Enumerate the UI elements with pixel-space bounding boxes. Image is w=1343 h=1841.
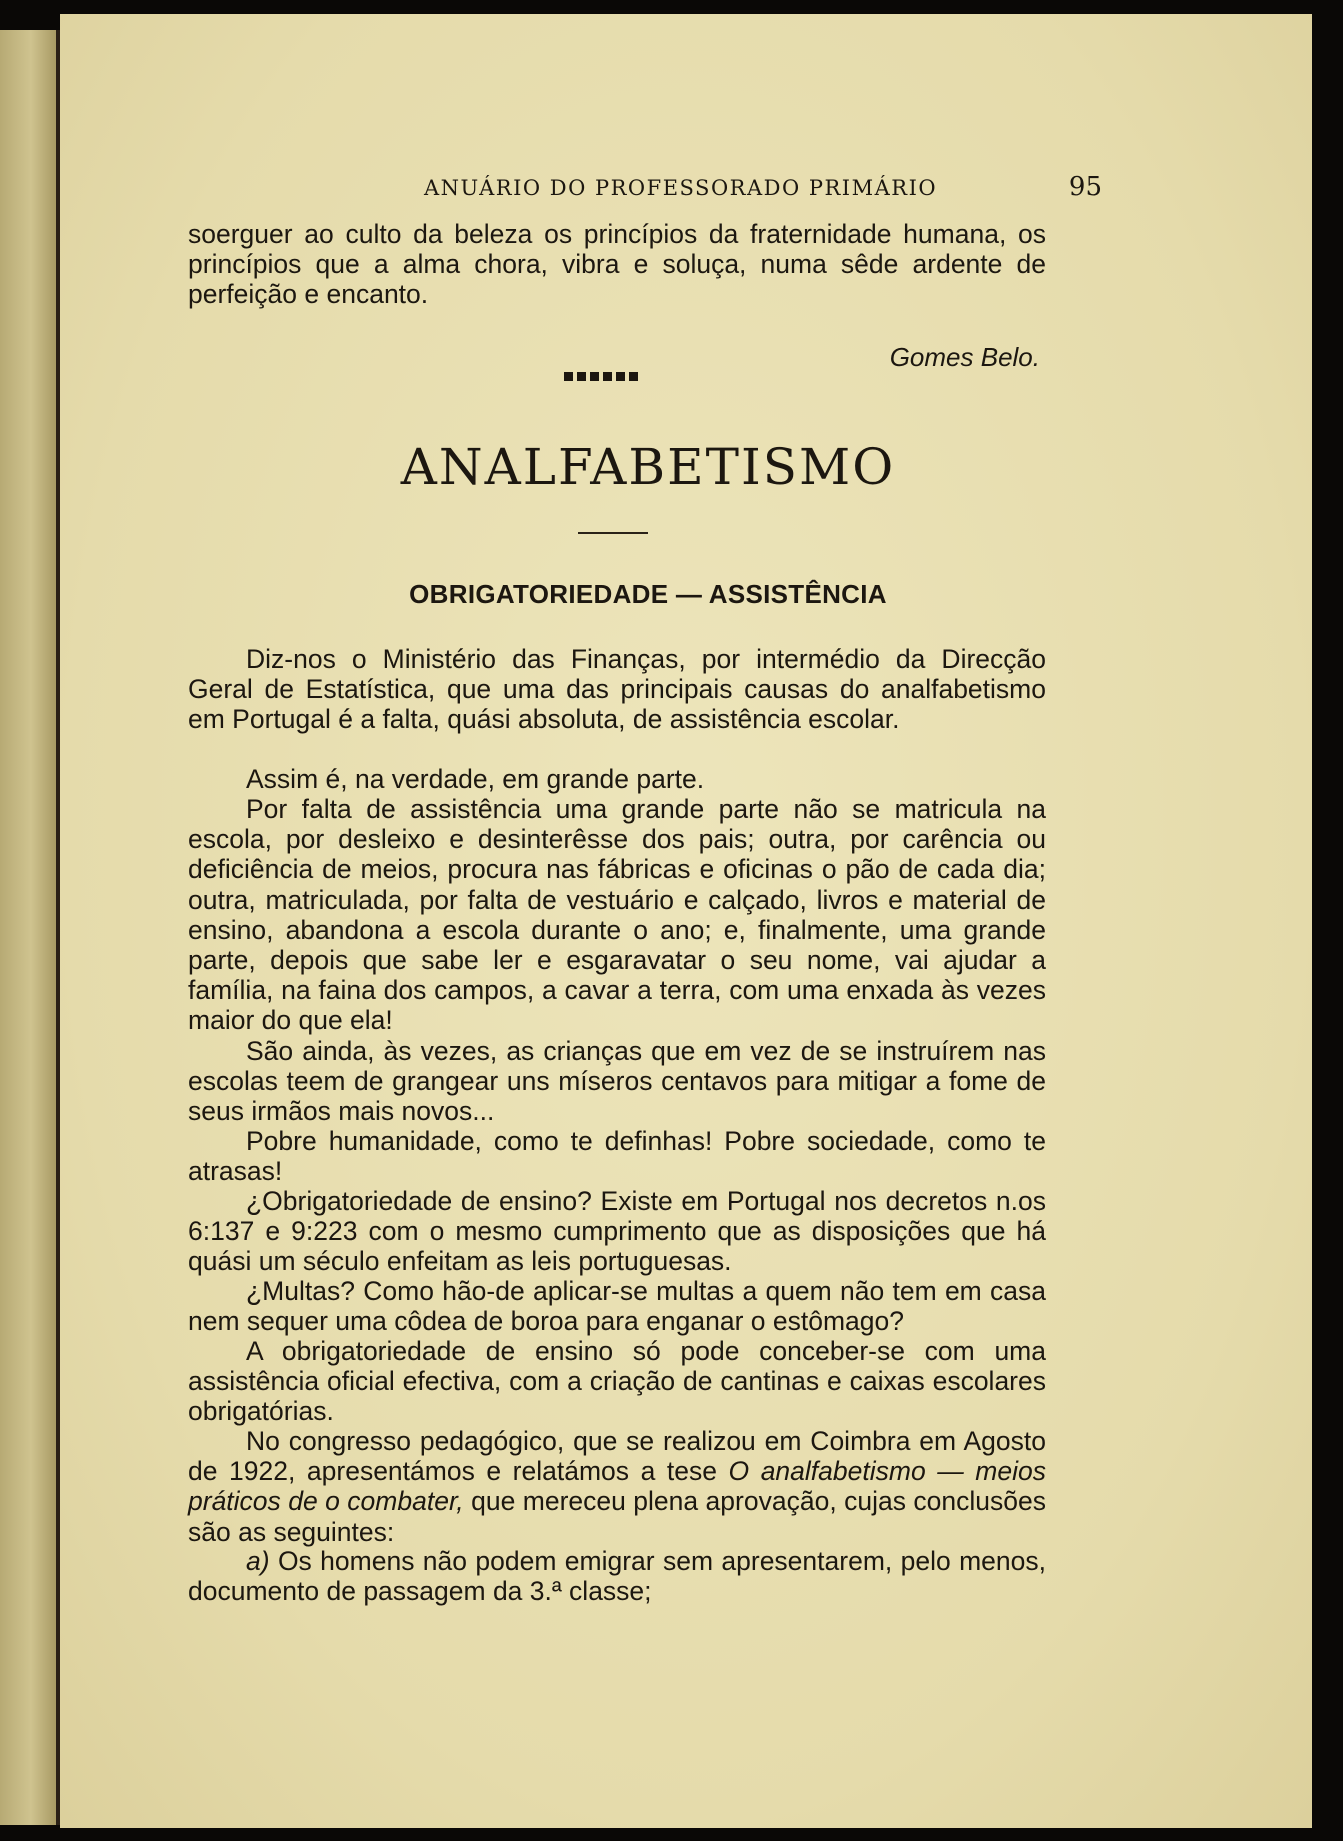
page-number: 95 [1068,172,1102,202]
previous-page-edge [0,30,56,1825]
running-head-title: ANUÁRIO DO PROFESSORADO PRIMÁRIO [424,176,938,200]
congress-text-before: No congresso pedagógico, que se realizou em Coimbra em Agosto de 1922, apresentámos e relatámos a tese [188,1426,1046,1487]
paragraph-6: ¿Obrigatoriedade de ensino? Existe em Portugal nos decretos n.os 6:137 e 9:223 com o mesmo cumprimento que as disposições que há quási um século enfeitam as leis portuguesas. [188,1186,1046,1277]
author-signature: Gomes Belo. [889,342,1040,372]
paragraph-4: São ainda, às vezes, as crianças que em vez de se instruírem nas escolas teem de grangear uns míseros centavos para mitigar a fome de seus irmãos mais novos... [188,1036,1046,1127]
conclusion-a [188,1546,1046,1606]
running-head [364,172,1104,206]
thesis-title: O analfabetismo — meios práticos de o combater, [188,1456,1046,1517]
conclusion-a-label: a) [246,1546,270,1576]
congress-text-after: que mereceu plena aprovação, cujas conclusões são as seguintes: [188,1486,1046,1547]
paragraph-8: A obrigatoriedade de ensino só pode conceber-se com uma assistência oficial efectiva, com a criação de cantinas e caixas escolares obrigatórias. [188,1336,1046,1427]
conclusion-a-text: Os homens não podem emigrar sem apresentarem, pelo menos, documento de passagem da 3.ª classe; [188,1546,1046,1607]
paragraph-congress [188,1426,1046,1547]
section-ornament [564,372,638,381]
book-page [60,14,1312,1828]
title-rule [578,532,648,534]
paragraph-7: ¿Multas? Como hão-de aplicar-se multas a quem não tem em casa nem sequer uma côdea de boroa para enganar o estômago? [188,1276,1046,1337]
paragraph-2: Assim é, na verdade, em grande parte. [246,764,705,794]
article-title: ANALFABETISMO [400,438,896,496]
intro-paragraph: soerguer ao culto da beleza os princípios da fraternidade humana, os princípios que a alma chora, vibra e soluça, numa sêde ardente de perfeição e encanto. [188,219,1046,310]
article-subtitle: OBRIGATORIEDADE — ASSISTÊNCIA [409,579,887,609]
paragraph-1: Diz-nos o Ministério das Finanças, por intermédio da Direcção Geral de Estatística, que uma das principais causas do analfabetismo em Portugal é a falta, quási absoluta, de assistência escolar. [188,644,1046,735]
paragraph-3: Por falta de assistência uma grande parte não se matricula na escola, por desleixo e desinterêsse dos pais; outra, por carência ou deficiência de meios, procura nas fábricas e oficinas o pão de cada dia; outra, matriculada, por falta de vestuário e calçado, livros e material de ensino, abandona a escola durante o ano; e, finalmente, uma grande parte, depois que sabe ler e esgaravatar o seu nome, vai ajudar a família, na faina dos campos, a cavar a terra, com uma enxada às vezes maior do que ela! [188,794,1046,1036]
paragraph-5: Pobre humanidade, como te definhas! Pobre sociedade, como te atrasas! [188,1126,1046,1187]
